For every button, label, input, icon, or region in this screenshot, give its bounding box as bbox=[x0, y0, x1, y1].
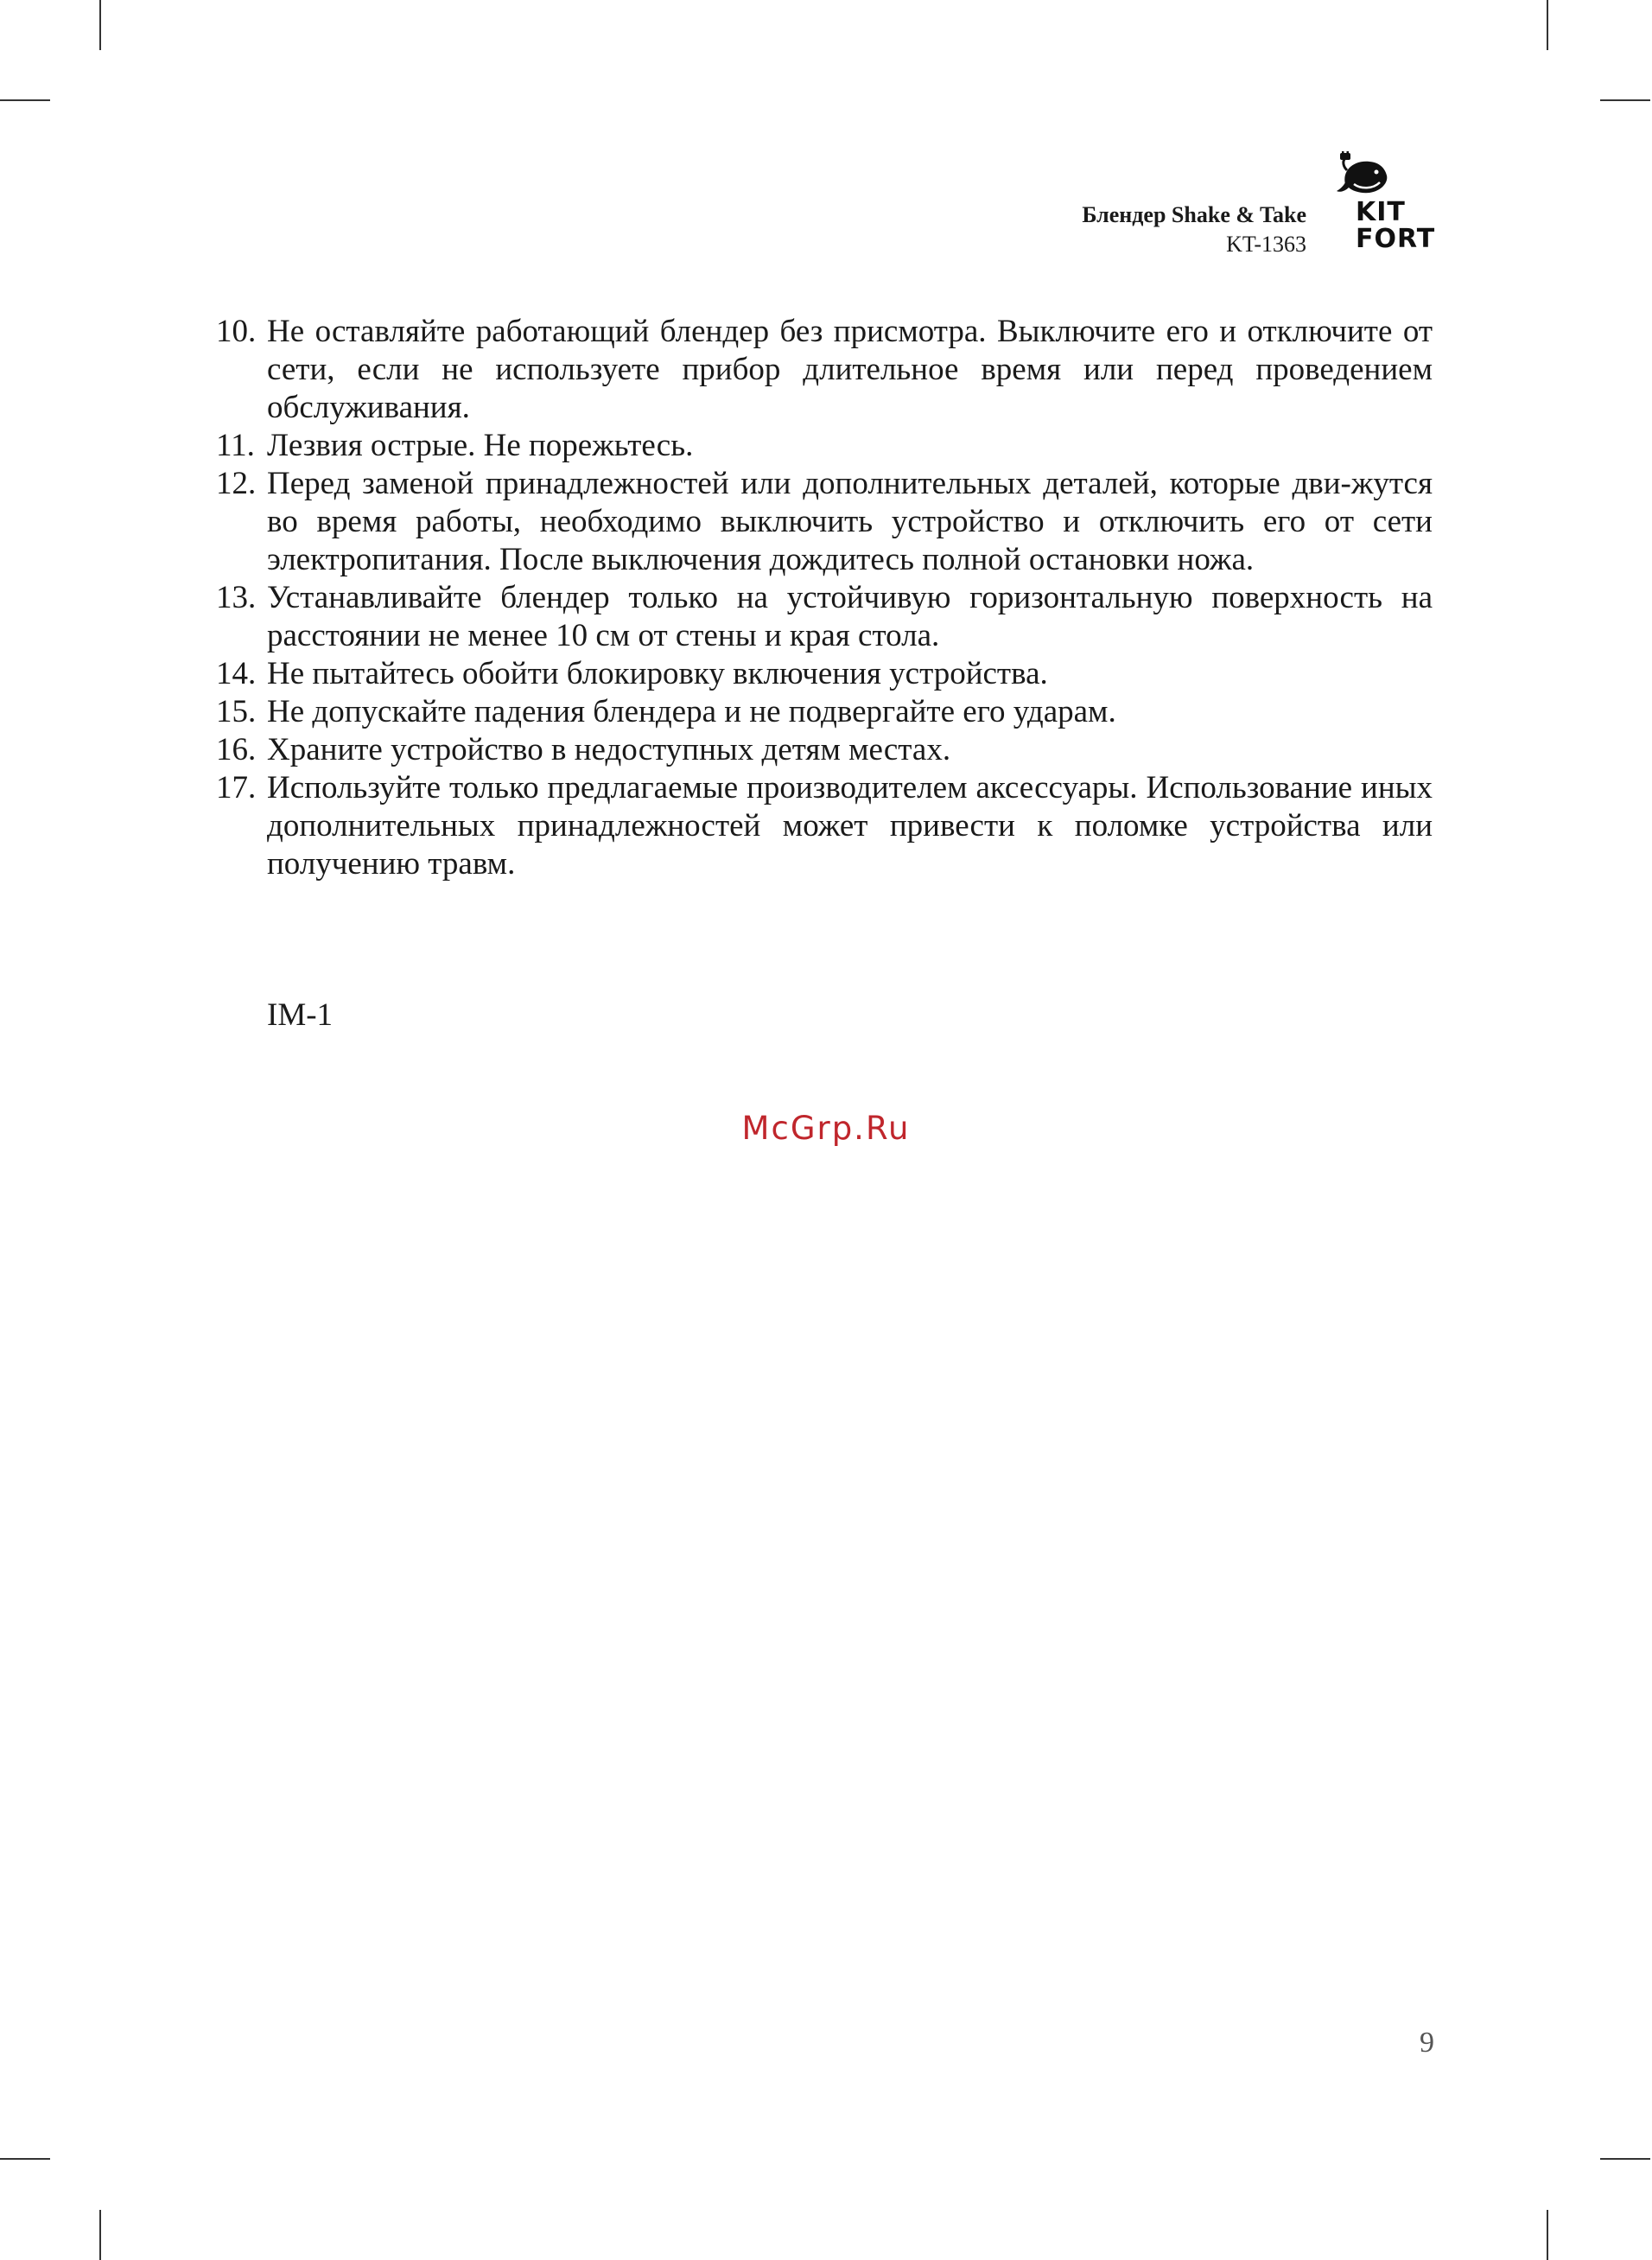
item-text: Не оставляйте работающий блендер без присмотра. Выключите его и отключите от сети, если не используете прибор длительное время или перед проведением обслуживания. bbox=[267, 314, 1433, 425]
crop-mark bbox=[1600, 99, 1650, 101]
item-number: 12. bbox=[216, 466, 257, 501]
item-number: 13. bbox=[216, 580, 257, 615]
list-item bbox=[216, 465, 1433, 579]
item-number: 14. bbox=[216, 656, 257, 691]
crop-mark bbox=[1547, 2210, 1548, 2260]
list-item bbox=[216, 427, 1433, 465]
item-text: Не пытайтесь обойти блокировку включения устройства. bbox=[267, 656, 1048, 691]
item-number: 16. bbox=[216, 732, 257, 767]
watermark-link[interactable]: McGrp.Ru bbox=[741, 1110, 911, 1147]
item-text: Используйте только предлагаемые производителем аксессуары. Использование иных дополнительных принадлежностей может привести к поломке устройства или получению травм. bbox=[267, 770, 1433, 882]
list-item bbox=[216, 655, 1433, 693]
item-number: 11. bbox=[216, 428, 255, 463]
list-item bbox=[216, 731, 1433, 769]
list-item bbox=[216, 769, 1433, 883]
item-text: Перед заменой принадлежностей или дополнительных деталей, которые дви-жутся во время работы, необходимо выключить устройство и отключить его от сети электропитания. После выключения дождитесь полной остановки ножа. bbox=[267, 466, 1433, 577]
crop-mark bbox=[99, 2210, 101, 2260]
brand-logo bbox=[1326, 151, 1439, 255]
product-title: Блендер Shake & Take bbox=[1082, 202, 1306, 227]
item-number: 15. bbox=[216, 694, 257, 729]
crop-mark bbox=[1547, 0, 1548, 50]
item-text: Устанавливайте блендер только на устойчивую горизонтальную поверхность на расстоянии не менее 10 см от стены и края стола. bbox=[267, 580, 1433, 653]
product-model: KT-1363 bbox=[1226, 232, 1306, 257]
item-text: Храните устройство в недоступных детям местах. bbox=[267, 732, 951, 767]
crop-mark bbox=[99, 0, 101, 50]
item-number: 10. bbox=[216, 314, 257, 349]
page-header bbox=[1082, 201, 1306, 259]
crop-mark bbox=[1600, 2158, 1650, 2160]
crop-mark bbox=[0, 99, 50, 101]
list-item bbox=[216, 579, 1433, 655]
document-code: IM-1 bbox=[267, 997, 334, 1033]
item-text: Не допускайте падения блендера и не подвергайте его ударам. bbox=[267, 694, 1116, 729]
logo-text-kit: KIT bbox=[1356, 197, 1406, 227]
item-number: 17. bbox=[216, 770, 257, 805]
crop-mark bbox=[0, 2158, 50, 2160]
list-item bbox=[216, 693, 1433, 731]
whale-plug-icon bbox=[1326, 151, 1395, 200]
list-item bbox=[216, 313, 1433, 427]
item-text: Лезвия острые. Не порежьтесь. bbox=[267, 428, 694, 463]
logo-text-fort: FORT bbox=[1356, 224, 1436, 254]
page-number: 9 bbox=[1420, 2027, 1434, 2059]
safety-instructions-list bbox=[216, 313, 1433, 883]
